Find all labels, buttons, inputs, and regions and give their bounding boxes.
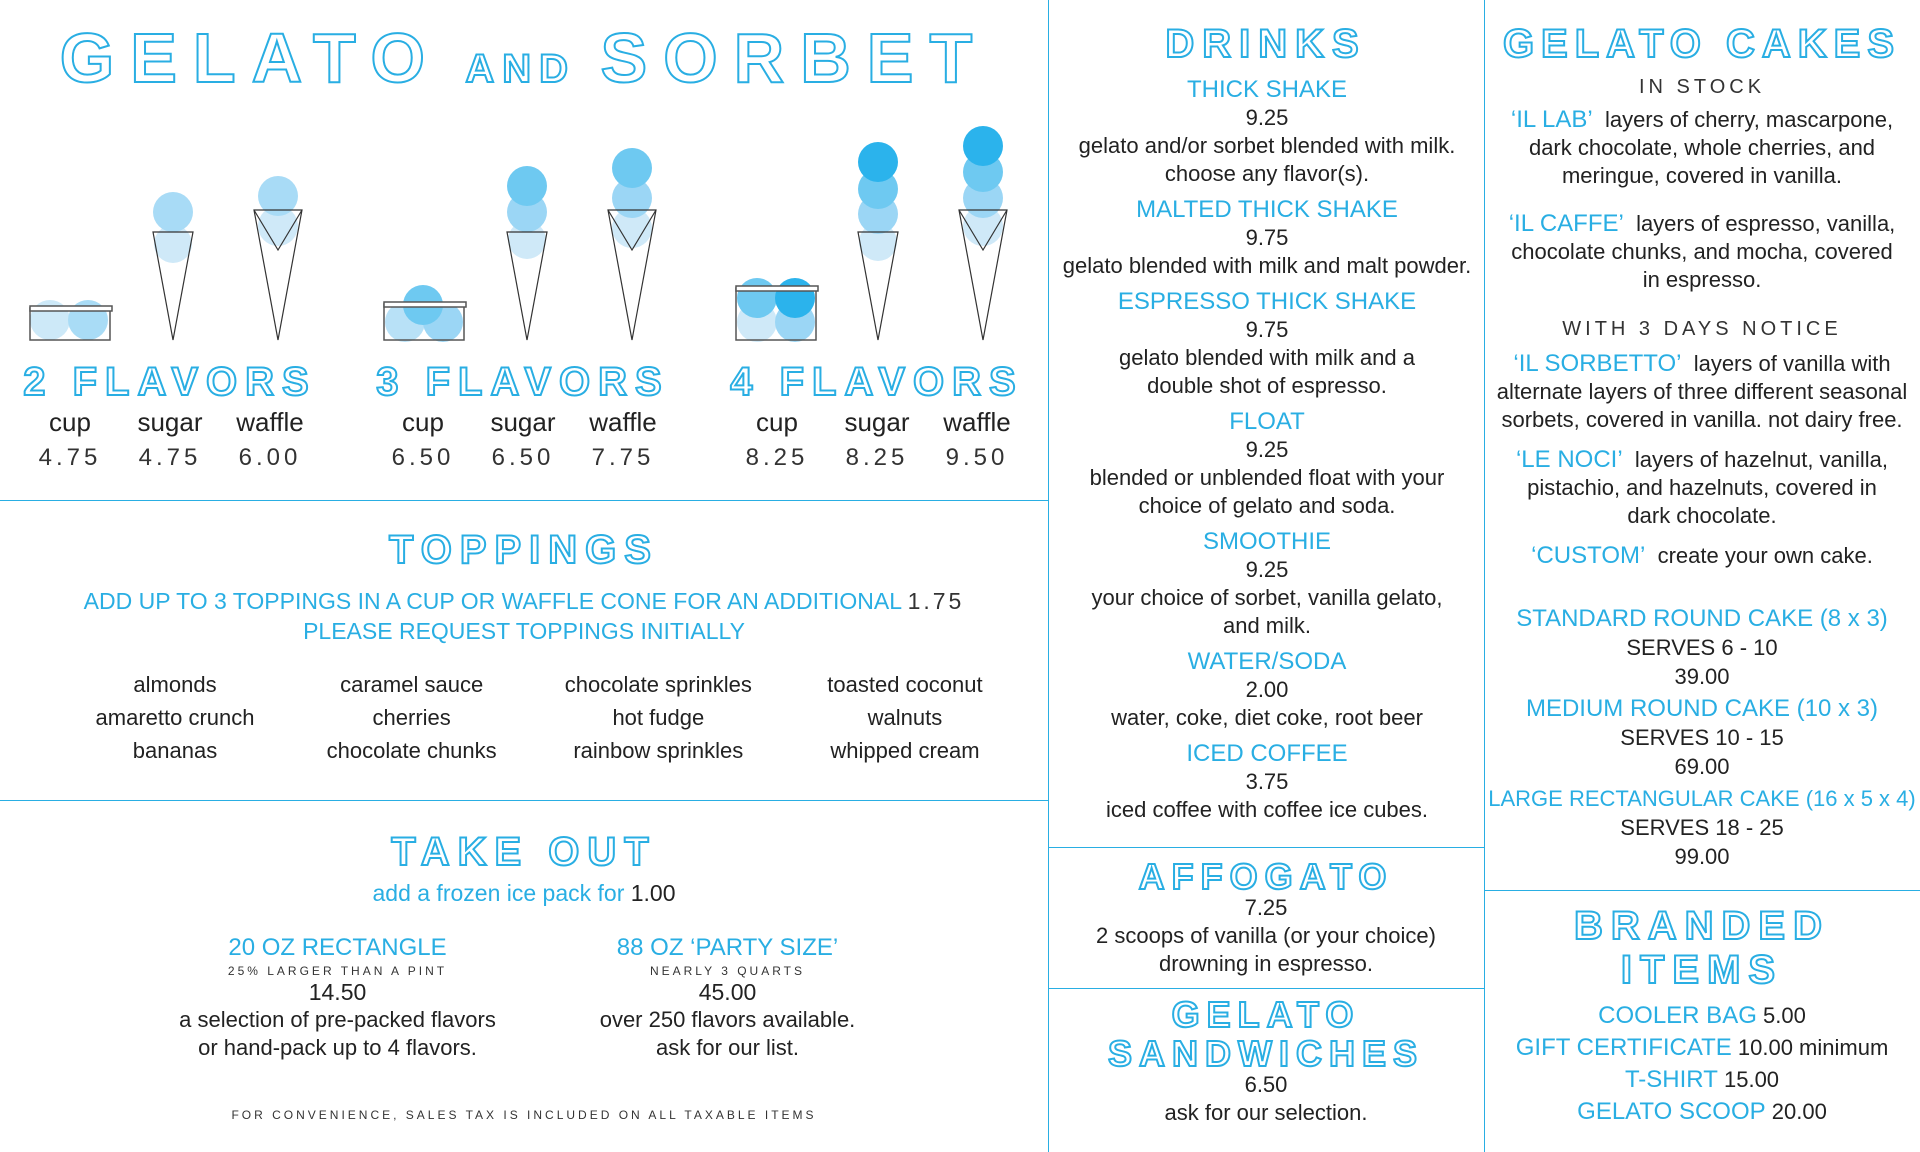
takeout-item-20oz	[150, 934, 525, 1062]
size-cup: cup	[49, 407, 91, 437]
cake-size-item	[1484, 694, 1920, 781]
cake-desc: in espresso.	[1642, 267, 1762, 292]
branded-item-name: COOLER BAG	[1598, 1002, 1757, 1029]
cake-desc: dark chocolate.	[1627, 503, 1777, 528]
price-waffle: 7.75	[591, 444, 655, 471]
price-row	[727, 444, 1027, 472]
affogato-title: AFFOGATO	[1138, 856, 1394, 897]
price-waffle: 6.00	[238, 444, 302, 471]
cake-size-name: LARGE RECTANGULAR CAKE (16 x 5 x 4)	[1488, 786, 1916, 811]
drink-name: THICK SHAKE	[1186, 76, 1348, 103]
affogato-desc: drowning in espresso.	[1158, 951, 1373, 976]
toppings-column	[60, 668, 290, 767]
branded-item	[1484, 1096, 1920, 1128]
drink-desc: gelato blended with milk and a	[1119, 345, 1415, 370]
four-flavor-cup-icon	[736, 278, 818, 342]
price-row	[20, 444, 320, 472]
branded-item-name: T-SHIRT	[1624, 1066, 1718, 1093]
cake-item	[1490, 106, 1914, 190]
cakes-stock-list	[1490, 106, 1914, 294]
toppings-list	[60, 668, 1020, 767]
drink-desc: your choice of sorbet, vanilla gelato,	[1091, 585, 1443, 610]
price-sugar: 6.50	[491, 444, 555, 471]
cake-size-serves: SERVES 10 - 15	[1620, 725, 1784, 750]
branded-item-name: GELATO SCOOP	[1577, 1098, 1766, 1125]
size-cup: cup	[402, 407, 444, 437]
topping-item: rainbow sprinkles	[573, 738, 744, 763]
three-flavor-waffle-cone-icon	[608, 148, 656, 340]
flavor-group-2	[20, 360, 320, 472]
three-flavor-cup-icon	[384, 285, 466, 342]
cake-desc: layers of vanilla with	[1693, 351, 1891, 376]
toppings-line2: PLEASE REQUEST TOPPINGS INITIALLY	[303, 618, 745, 644]
branded-item	[1484, 1064, 1920, 1096]
topping-item: bananas	[132, 738, 218, 763]
drink-desc: iced coffee with coffee ice cubes.	[1105, 797, 1429, 822]
drink-name: SMOOTHIE	[1202, 528, 1331, 555]
drink-price: 9.75	[1245, 225, 1289, 250]
drink-item	[1050, 408, 1484, 520]
cake-name: ‘IL LAB’	[1510, 106, 1593, 133]
drink-price: 2.00	[1245, 677, 1289, 702]
toppings-column	[297, 668, 527, 767]
cake-name: ‘IL CAFFE’	[1508, 210, 1624, 237]
drink-price: 3.75	[1245, 769, 1289, 794]
gelato-title-left: GELATO	[59, 19, 441, 97]
divider-vertical-1	[1048, 0, 1049, 1152]
price-sugar: 8.25	[845, 444, 909, 471]
price-row	[373, 444, 673, 472]
cake-size-price: 69.00	[1674, 754, 1730, 779]
branded-title-2: ITEMS	[1620, 948, 1784, 992]
size-waffle: waffle	[943, 407, 1011, 437]
drink-desc: gelato and/or sorbet blended with milk.	[1078, 133, 1456, 158]
takeout-title: TAKE OUT	[391, 830, 657, 874]
divider-cakes-branded	[1484, 890, 1920, 891]
affogato-body	[1048, 894, 1484, 978]
flavor-group-title: 4 FLAVORS	[730, 360, 1024, 404]
sandwiches-title-2: SANDWICHES	[1107, 1033, 1424, 1074]
branded-item	[1484, 1032, 1920, 1064]
cake-item	[1490, 542, 1914, 570]
branded-list	[1484, 1000, 1920, 1128]
topping-item: walnuts	[867, 705, 943, 730]
cake-desc: pistachio, and hazelnuts, covered in	[1527, 475, 1877, 500]
size-waffle: waffle	[589, 407, 657, 437]
divider-gelato-toppings	[0, 500, 1048, 501]
drinks-title: DRINKS	[1165, 22, 1367, 66]
size-row	[373, 407, 673, 438]
drink-item	[1050, 528, 1484, 640]
cake-desc: dark chocolate, whole cherries, and	[1528, 135, 1876, 160]
drink-desc: choice of gelato and soda.	[1138, 493, 1396, 518]
drink-price: 9.75	[1245, 317, 1289, 342]
four-flavor-waffle-cone-icon	[959, 126, 1007, 340]
affogato-desc: 2 scoops of vanilla (or your choice)	[1096, 923, 1436, 948]
takeout-item-name: 88 OZ ‘PARTY SIZE’	[616, 934, 839, 961]
drink-price: 9.25	[1245, 105, 1289, 130]
cake-desc: chocolate chunks, and mocha, covered	[1511, 239, 1893, 264]
flavor-group-4	[727, 360, 1027, 472]
toppings-column	[533, 668, 783, 767]
price-waffle: 9.50	[945, 444, 1009, 471]
cake-size-item	[1484, 784, 1920, 871]
gelato-title-right: SORBET	[600, 19, 989, 97]
takeout-item-price: 14.50	[308, 979, 367, 1005]
toppings-price: 1.75	[907, 588, 965, 614]
size-sugar: sugar	[490, 407, 556, 437]
cake-size-name: MEDIUM ROUND CAKE (10 x 3)	[1525, 695, 1879, 722]
gelato-title-and: AND	[465, 47, 577, 91]
takeout-item-desc: over 250 flavors available.	[599, 1007, 856, 1032]
toppings-column	[790, 668, 1020, 767]
drink-item	[1050, 648, 1484, 732]
cake-name: ‘LE NOCI’	[1515, 446, 1623, 473]
topping-item: amaretto crunch	[95, 705, 255, 730]
price-cup: 4.75	[38, 444, 102, 471]
sandwiches-body	[1048, 1071, 1484, 1127]
takeout-subtitle-price: 1.00	[630, 880, 676, 906]
drink-price: 9.25	[1245, 557, 1289, 582]
toppings-line1: ADD UP TO 3 TOPPINGS IN A CUP OR WAFFLE CONE FOR AN ADDITIONAL	[83, 588, 902, 614]
takeout-subtitle-text: add a frozen ice pack for	[372, 880, 625, 906]
takeout-item-price: 45.00	[698, 979, 757, 1005]
two-flavor-sugar-cone-icon	[153, 192, 193, 340]
divider-toppings-takeout	[0, 800, 1048, 801]
flavor-group-title: 3 FLAVORS	[376, 360, 670, 404]
divider-affogato-sandwiches	[1048, 988, 1484, 989]
divider-drinks-affogato	[1048, 847, 1484, 848]
drink-desc: water, coke, diet coke, root beer	[1111, 705, 1423, 730]
size-waffle: waffle	[236, 407, 304, 437]
drink-name: ICED COFFEE	[1186, 740, 1348, 767]
cake-sizes	[1484, 604, 1920, 871]
cake-desc: meringue, covered in vanilla.	[1561, 163, 1843, 188]
branded-item-price: 20.00	[1771, 1099, 1827, 1124]
drink-desc: double shot of espresso.	[1147, 373, 1387, 398]
topping-item: chocolate sprinkles	[564, 672, 752, 697]
cake-size-serves: SERVES 18 - 25	[1620, 815, 1784, 840]
price-cup: 8.25	[745, 444, 809, 471]
flavor-group-title: 2 FLAVORS	[23, 360, 317, 404]
topping-item: hot fudge	[612, 705, 705, 730]
drink-name: WATER/SODA	[1187, 648, 1347, 675]
branded-item-price: 10.00 minimum	[1737, 1035, 1889, 1060]
topping-item: almonds	[133, 672, 217, 697]
drink-desc: choose any flavor(s).	[1164, 161, 1370, 186]
cakes-notice-list	[1490, 350, 1914, 570]
cake-size-name: STANDARD ROUND CAKE (8 x 3)	[1516, 605, 1888, 632]
drink-item	[1050, 76, 1484, 188]
cake-size-serves: SERVES 6 - 10	[1626, 635, 1778, 660]
two-flavor-waffle-cone-icon	[254, 176, 302, 340]
gelato-illustrations	[0, 0, 1048, 360]
topping-item: whipped cream	[830, 738, 980, 763]
drink-name: FLOAT	[1229, 408, 1305, 435]
size-row	[20, 407, 320, 438]
takeout-item-desc: a selection of pre-packed flavors	[179, 1007, 496, 1032]
branded-title-1: BRANDED	[1574, 904, 1830, 948]
sandwiches-desc: ask for our selection.	[1164, 1100, 1368, 1125]
cake-desc: layers of cherry, mascarpone,	[1604, 107, 1894, 132]
toppings-title: TOPPINGS	[389, 528, 659, 572]
branded-item-price: 5.00	[1763, 1003, 1806, 1028]
cakes-in-stock-heading: IN STOCK	[1638, 76, 1766, 98]
two-flavor-cup-icon	[30, 300, 112, 340]
cake-desc: layers of hazelnut, vanilla,	[1634, 447, 1889, 472]
cake-size-item	[1484, 604, 1920, 691]
takeout-item-note: NEARLY 3 QUARTS	[649, 964, 806, 978]
cake-desc: create your own cake.	[1657, 543, 1873, 568]
takeout-item-note: 25% LARGER THAN A PINT	[227, 964, 448, 978]
drinks-list	[1050, 76, 1484, 824]
cake-item	[1490, 350, 1914, 434]
drink-price: 9.25	[1245, 437, 1289, 462]
size-sugar: sugar	[137, 407, 203, 437]
cakes-notice-heading: WITH 3 DAYS NOTICE	[1562, 318, 1842, 340]
cake-item	[1490, 446, 1914, 530]
affogato-price: 7.25	[1244, 895, 1288, 920]
takeout-item-88oz	[540, 934, 915, 1062]
cake-name: ‘CUSTOM’	[1531, 542, 1646, 569]
branded-item	[1484, 1000, 1920, 1032]
four-flavor-sugar-cone-icon	[858, 142, 898, 340]
branded-item-price: 15.00	[1723, 1067, 1780, 1092]
cake-desc: alternate layers of three different seasonal	[1496, 379, 1908, 404]
drink-desc: and milk.	[1222, 613, 1312, 638]
branded-item-name: GIFT CERTIFICATE	[1515, 1034, 1732, 1061]
price-sugar: 4.75	[138, 444, 202, 471]
three-flavor-sugar-cone-icon	[507, 166, 547, 340]
cake-size-price: 99.00	[1674, 844, 1730, 869]
cake-desc: sorbets, covered in vanilla. not dairy free.	[1501, 407, 1903, 432]
size-sugar: sugar	[844, 407, 910, 437]
drink-name: ESPRESSO THICK SHAKE	[1117, 288, 1417, 315]
price-cup: 6.50	[391, 444, 455, 471]
takeout-item-desc: ask for our list.	[655, 1035, 800, 1060]
cake-desc: layers of espresso, vanilla,	[1636, 211, 1896, 236]
cake-size-price: 39.00	[1674, 664, 1730, 689]
drink-item	[1050, 288, 1484, 400]
size-cup: cup	[756, 407, 798, 437]
topping-item: toasted coconut	[827, 672, 983, 697]
drink-desc: blended or unblended float with your	[1089, 465, 1445, 490]
drink-item	[1050, 740, 1484, 824]
cakes-title: GELATO CAKES	[1502, 22, 1902, 66]
flavor-group-3	[373, 360, 673, 472]
tax-footer: FOR CONVENIENCE, SALES TAX IS INCLUDED ON ALL TAXABLE ITEMS	[231, 1108, 817, 1122]
takeout-subtitle	[0, 880, 1048, 907]
sandwiches-title-1: GELATO	[1171, 994, 1361, 1035]
takeout-item-desc: or hand-pack up to 4 flavors.	[198, 1035, 477, 1060]
cake-item	[1490, 210, 1914, 294]
topping-item: cherries	[372, 705, 451, 730]
toppings-info	[0, 586, 1048, 646]
drink-desc: gelato blended with milk and malt powder.	[1062, 253, 1472, 278]
drink-name: MALTED THICK SHAKE	[1136, 196, 1398, 223]
topping-item: chocolate chunks	[326, 738, 497, 763]
sandwiches-price: 6.50	[1244, 1072, 1288, 1097]
topping-item: caramel sauce	[340, 672, 484, 697]
takeout-item-name: 20 OZ RECTANGLE	[228, 934, 447, 961]
cake-name: ‘IL SORBETTO’	[1513, 350, 1682, 377]
size-row	[727, 407, 1027, 438]
drink-item	[1050, 196, 1484, 280]
